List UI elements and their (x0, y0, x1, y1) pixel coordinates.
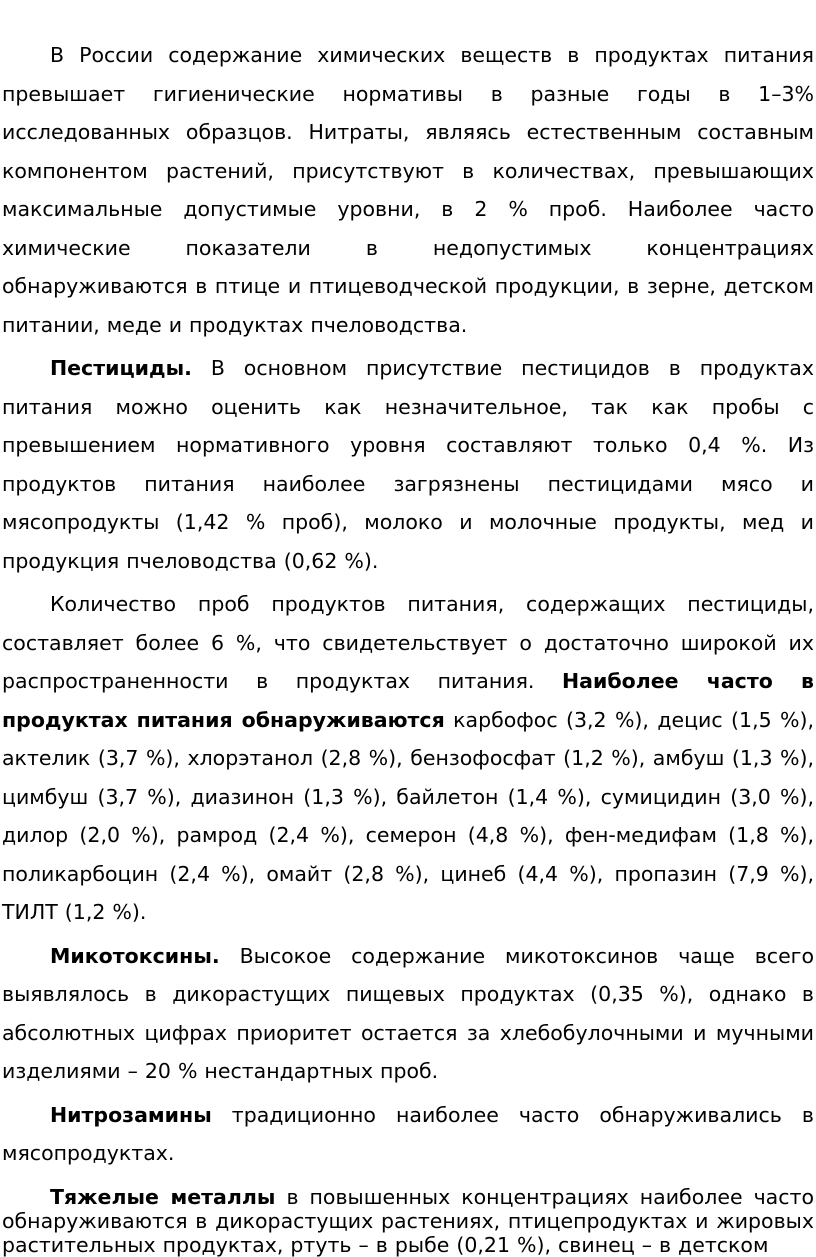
heading-mycotoxins: Микотоксины. (50, 943, 220, 968)
paragraph-heavy-metals (2, 1185, 814, 1257)
paragraph-pesticides-text: В основном присутствие пестицидов в продуктах питания можно оценить как незначительное, так как пробы с превышением нормативного уровня составляют только 0,4 %. Из продуктов питания наиболее загрязнены пестицидами мясо и мясопродукты (1,42 % проб), молоко и молочные продукты, мед и продукция пчеловодства (0,62 %). (2, 356, 814, 573)
paragraph-pesticide-list-items: карбофос (3,2 %), децис (1,5 %), актелик (3,7 %), хлорэтанол (2,8 %), бензофосфат (1,2 %), амбуш (1,3 %), цимбуш (3,7 %), диазинон (1,3 %), байлетон (1,4 %), сумицидин (3,0 %), дилор (2,0 %), рамрод (2,4 %), семерон (4,8 %), фен-медифам (1,8 %), поликарбоцин (2,4 %), омайт (2,8 %), цинеб (4,4 %), пропазин (7,9 %), ТИЛТ (1,2 %). (2, 707, 814, 924)
heading-nitrosamines: Нитрозамины (50, 1102, 212, 1127)
paragraph-intro (2, 36, 814, 344)
paragraph-pesticide-list (2, 585, 814, 932)
paragraph-mycotoxins (2, 937, 814, 1091)
paragraph-nitrosamines (2, 1096, 814, 1173)
paragraph-pesticides (2, 349, 814, 580)
emphasis-most-often-found: Наиболее часто в продуктах питания обнаруживаются (2, 669, 814, 732)
paragraph-heavy-metals-text: в повышенных концентрациях наиболее часто обнаруживаются в дикорастущих растениях, птицепродуктах и жировых растительных продуктах, ртуть – в рыбе (0,21 %), свинец – в детском (2, 1184, 814, 1257)
paragraph-intro-text: В России содержание химических веществ в продуктах питания превышает гигиенические нормативы в разные годы в 1–3% исследованных образцов. Нитраты, являясь естественным составным компонентом растений, присутствуют в количествах, превышающих максимальные допустимые уровни, в 2 % проб. Наиболее часто химические показатели в недопустимых концентрациях обнаруживаются в птице и птицеводческой продукции, в зерне, детском питании, меде и продуктах пчеловодства. (2, 43, 814, 337)
paragraph-pesticide-list-lead: Количество проб продуктов питания, содержащих пестициды, составляет более 6 %, что свидетельствует о достаточно широкой их распространенности в продуктах питания. (2, 592, 814, 693)
heading-pesticides: Пестициды. (50, 356, 192, 380)
paragraph-nitrosamines-text: традиционно наиболее часто обнаруживались в мясопродуктах. (2, 1102, 814, 1165)
paragraph-mycotoxins-text: Высокое содержание микотоксинов чаще всего выявлялось в дикорастущих пищевых продуктах (0,35 %), однако в абсолютных цифрах приоритет остается за хлебобулочными и мучными изделиями – 20 % нестандартных проб. (2, 943, 814, 1083)
heading-heavy-metals: Тяжелые металлы (50, 1184, 276, 1209)
